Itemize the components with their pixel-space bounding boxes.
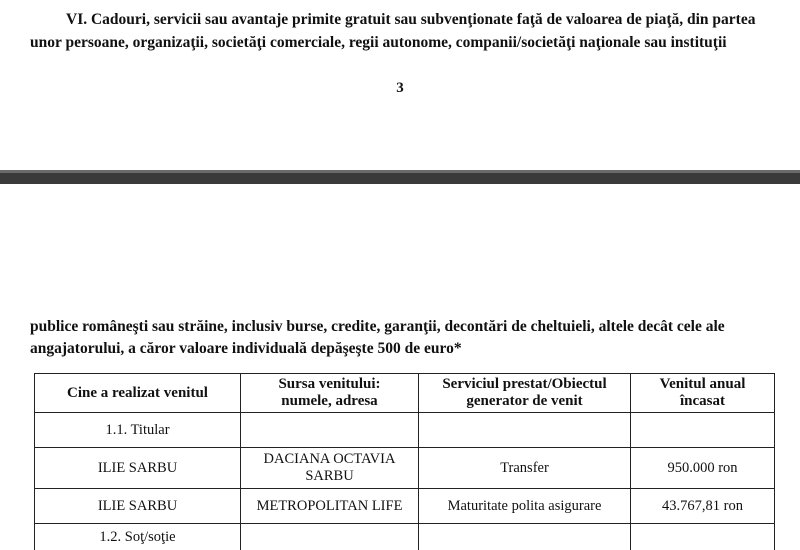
cell-source (241, 413, 419, 448)
table-header-row (35, 374, 775, 413)
page-number: 3 (0, 80, 800, 97)
cell-who: 1.1. Titular (35, 413, 241, 448)
header-income-label-2: încasat (680, 393, 725, 409)
cell-service (419, 524, 631, 550)
cell-service: Transfer (419, 448, 631, 489)
header-who (35, 374, 241, 413)
section-heading-line-2: unor persoane, organizaţii, societăţi comerciale, regii autonome, companii/societăţi naţionale sau instituţii (30, 34, 727, 51)
heading-continuation-line-1: publice româneşti sau străine, inclusiv burse, credite, garanţii, decontări de cheltuieli, altele decât cele ale (30, 318, 725, 335)
header-who-label: Cine a realizat venitul (67, 385, 208, 401)
cell-who: 1.2. Soţ/soţie (35, 524, 241, 550)
page-top-section (0, 0, 800, 170)
page-break-divider (0, 170, 800, 184)
table-row (35, 448, 775, 489)
section-heading-line-1: VI. Cadouri, servicii sau avantaje primite gratuit sau subvenţionate faţă de valoarea de piaţă, din partea (30, 8, 782, 31)
cell-source-line-2: SARBU (305, 468, 353, 484)
cell-source-line-1: DACIANA OCTAVIA (264, 451, 396, 467)
header-income-label-1: Venitul anual (660, 376, 746, 392)
cell-income: 43.767,81 ron (631, 489, 775, 524)
header-source-label-2: numele, adresa (281, 393, 377, 409)
header-service-label-2: generator de venit (466, 393, 582, 409)
header-service-label-1: Serviciul prestat/Obiectul (442, 376, 606, 392)
cell-income (631, 524, 775, 550)
cell-who: ILIE SARBU (35, 489, 241, 524)
header-service (419, 374, 631, 413)
section-heading (30, 8, 782, 54)
cell-source (241, 524, 419, 550)
cell-service (419, 413, 631, 448)
cell-who: ILIE SARBU (35, 448, 241, 489)
table-row (35, 489, 775, 524)
header-income (631, 374, 775, 413)
table-row (35, 413, 775, 448)
income-table (34, 373, 775, 550)
cell-service: Maturitate polita asigurare (419, 489, 631, 524)
header-source-label-1: Sursa venitului: (278, 376, 380, 392)
heading-continuation-line-2: angajatorului, a căror valoare individuală depăşeşte 500 de euro* (30, 340, 462, 357)
cell-source (241, 448, 419, 489)
heading-continuation (30, 316, 785, 360)
cell-income (631, 413, 775, 448)
table-row (35, 524, 775, 550)
header-source (241, 374, 419, 413)
cell-income: 950.000 ron (631, 448, 775, 489)
cell-source: METROPOLITAN LIFE (241, 489, 419, 524)
